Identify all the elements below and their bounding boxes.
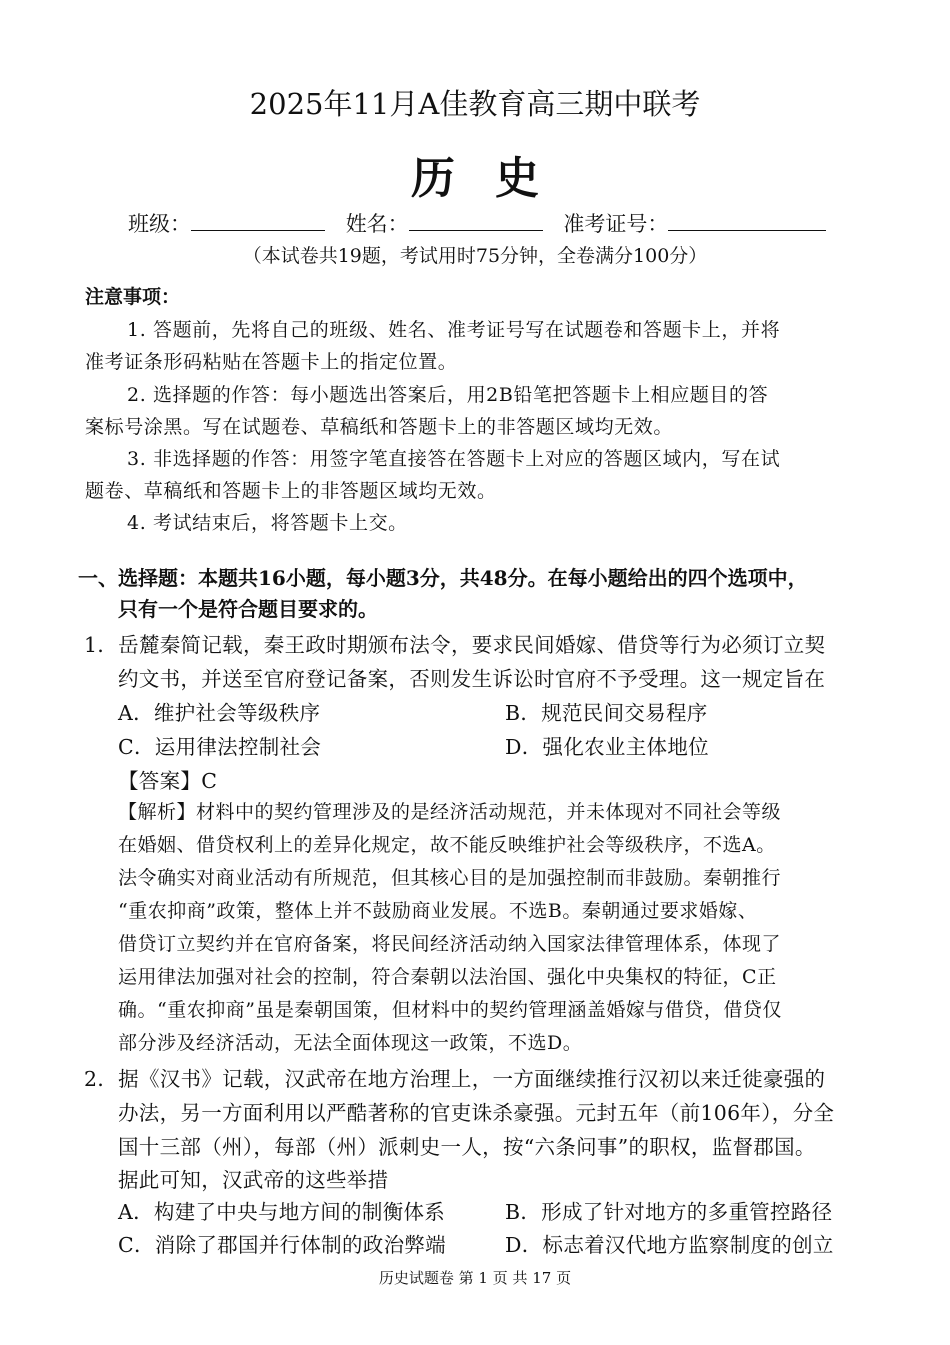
q1-stem-line: 约文书，并送至官府登记备案，否则发生诉讼时官府不予受理。这一规定旨在 [118, 667, 826, 691]
q2-option-d: D．标志着汉代地方监察制度的创立 [505, 1233, 834, 1257]
q1-option-b: B．规范民间交易程序 [505, 701, 708, 725]
id-blank [668, 214, 826, 231]
exam-info: （本试卷共19题，考试用时75分钟，全卷满分100分） [242, 245, 708, 267]
q1-explanation-line: 【解析】材料中的契约管理涉及的是经济活动规范，并未体现对不同社会等级 [118, 801, 782, 823]
q1-option-d: D．强化农业主体地位 [505, 735, 709, 759]
note-line: 题卷、草稿纸和答题卡上的非答题区域均无效。 [85, 480, 497, 502]
q2-option-b: B．形成了针对地方的多重管控路径 [505, 1200, 833, 1224]
note-line: 4. 考试结束后，将答题卡上交。 [127, 512, 408, 534]
exam-title: 2025年11月A佳教育高三期中联考 [249, 87, 701, 121]
note-line: 准考证条形码粘贴在答题卡上的指定位置。 [85, 351, 458, 373]
name-label: 姓名： [345, 212, 409, 236]
note-line: 1. 答题前，先将自己的班级、姓名、准考证号写在试题卷和答题卡上，并将 [127, 319, 781, 341]
q1-explanation-line: 确。“重农抑商”虽是秦朝国策，但材料中的契约管理涵盖婚嫁与借贷，借贷仅 [118, 999, 782, 1021]
q1-explanation-line: “重农抑商”政策，整体上并不鼓励商业发展。不选B。秦朝通过要求婚嫁、 [118, 900, 758, 922]
q2-stem-line: 据此可知，汉武帝的这些举措 [118, 1168, 389, 1192]
page-footer: 历史试题卷 第 1 页 共 17 页 [378, 1269, 572, 1287]
note-line: 3. 非选择题的作答：用签字笔直接答在答题卡上对应的答题区域内，写在试 [127, 448, 781, 470]
q1-option-a: A．维护社会等级秩序 [118, 701, 321, 725]
student-info-fields [128, 208, 826, 238]
q1-explanation-line: 部分涉及经济活动，无法全面体现这一政策，不选D。 [118, 1032, 583, 1054]
name-blank [409, 214, 543, 231]
q2-stem-line: 2．据《汉书》记载，汉武帝在地方治理上，一方面继续推行汉初以来迁徙豪强的 [84, 1067, 826, 1091]
subject-title: 历史 [411, 153, 579, 204]
q2-option-a: A．构建了中央与地方间的制衡体系 [118, 1200, 446, 1224]
q1-explanation-line: 运用律法加强对社会的控制，符合秦朝以法治国、强化中央集权的特征，C正 [118, 966, 777, 988]
note-line: 2. 选择题的作答：每小题选出答案后，用2B铅笔把答题卡上相应题目的答 [127, 384, 769, 406]
q1-explanation-line: 法令确实对商业活动有所规范，但其核心目的是加强控制而非鼓励。秦朝推行 [118, 867, 782, 889]
q2-option-c: C．消除了郡国并行体制的政治弊端 [118, 1233, 446, 1257]
id-label: 准考证号： [563, 212, 669, 236]
q1-answer: 【答案】C [118, 769, 218, 793]
q2-stem-line: 国十三部（州），每部（州）派刺史一人，按“六条问事”的职权，监督郡国。 [118, 1135, 816, 1159]
q1-stem-line: 1．岳麓秦简记载，秦王政时期颁布法令，要求民间婚嫁、借贷等行为必须订立契 [84, 633, 826, 657]
q1-explanation-line: 在婚姻、借贷权利上的差异化规定，故不能反映维护社会等级秩序，不选A。 [118, 834, 776, 856]
class-label: 班级： [128, 212, 191, 236]
q2-stem-line: 办法，另一方面利用以严酷著称的官吏诛杀豪强。元封五年（前106年），分全 [118, 1101, 835, 1125]
q1-explanation-line: 借贷订立契约并在官府备案，将民间经济活动纳入国家法律管理体系，体现了 [118, 933, 782, 955]
note-line: 案标号涂黑。写在试题卷、草稿纸和答题卡上的非答题区域均无效。 [85, 416, 674, 438]
section-heading-cont: 只有一个是符合题目要求的。 [118, 597, 378, 621]
q1-option-c: C．运用律法控制社会 [118, 735, 322, 759]
notes-heading: 注意事项： [85, 286, 181, 308]
section-heading: 一、选择题：本题共16小题，每小题3分，共48分。在每小题给出的四个选项中， [78, 566, 808, 590]
class-blank [191, 214, 325, 231]
